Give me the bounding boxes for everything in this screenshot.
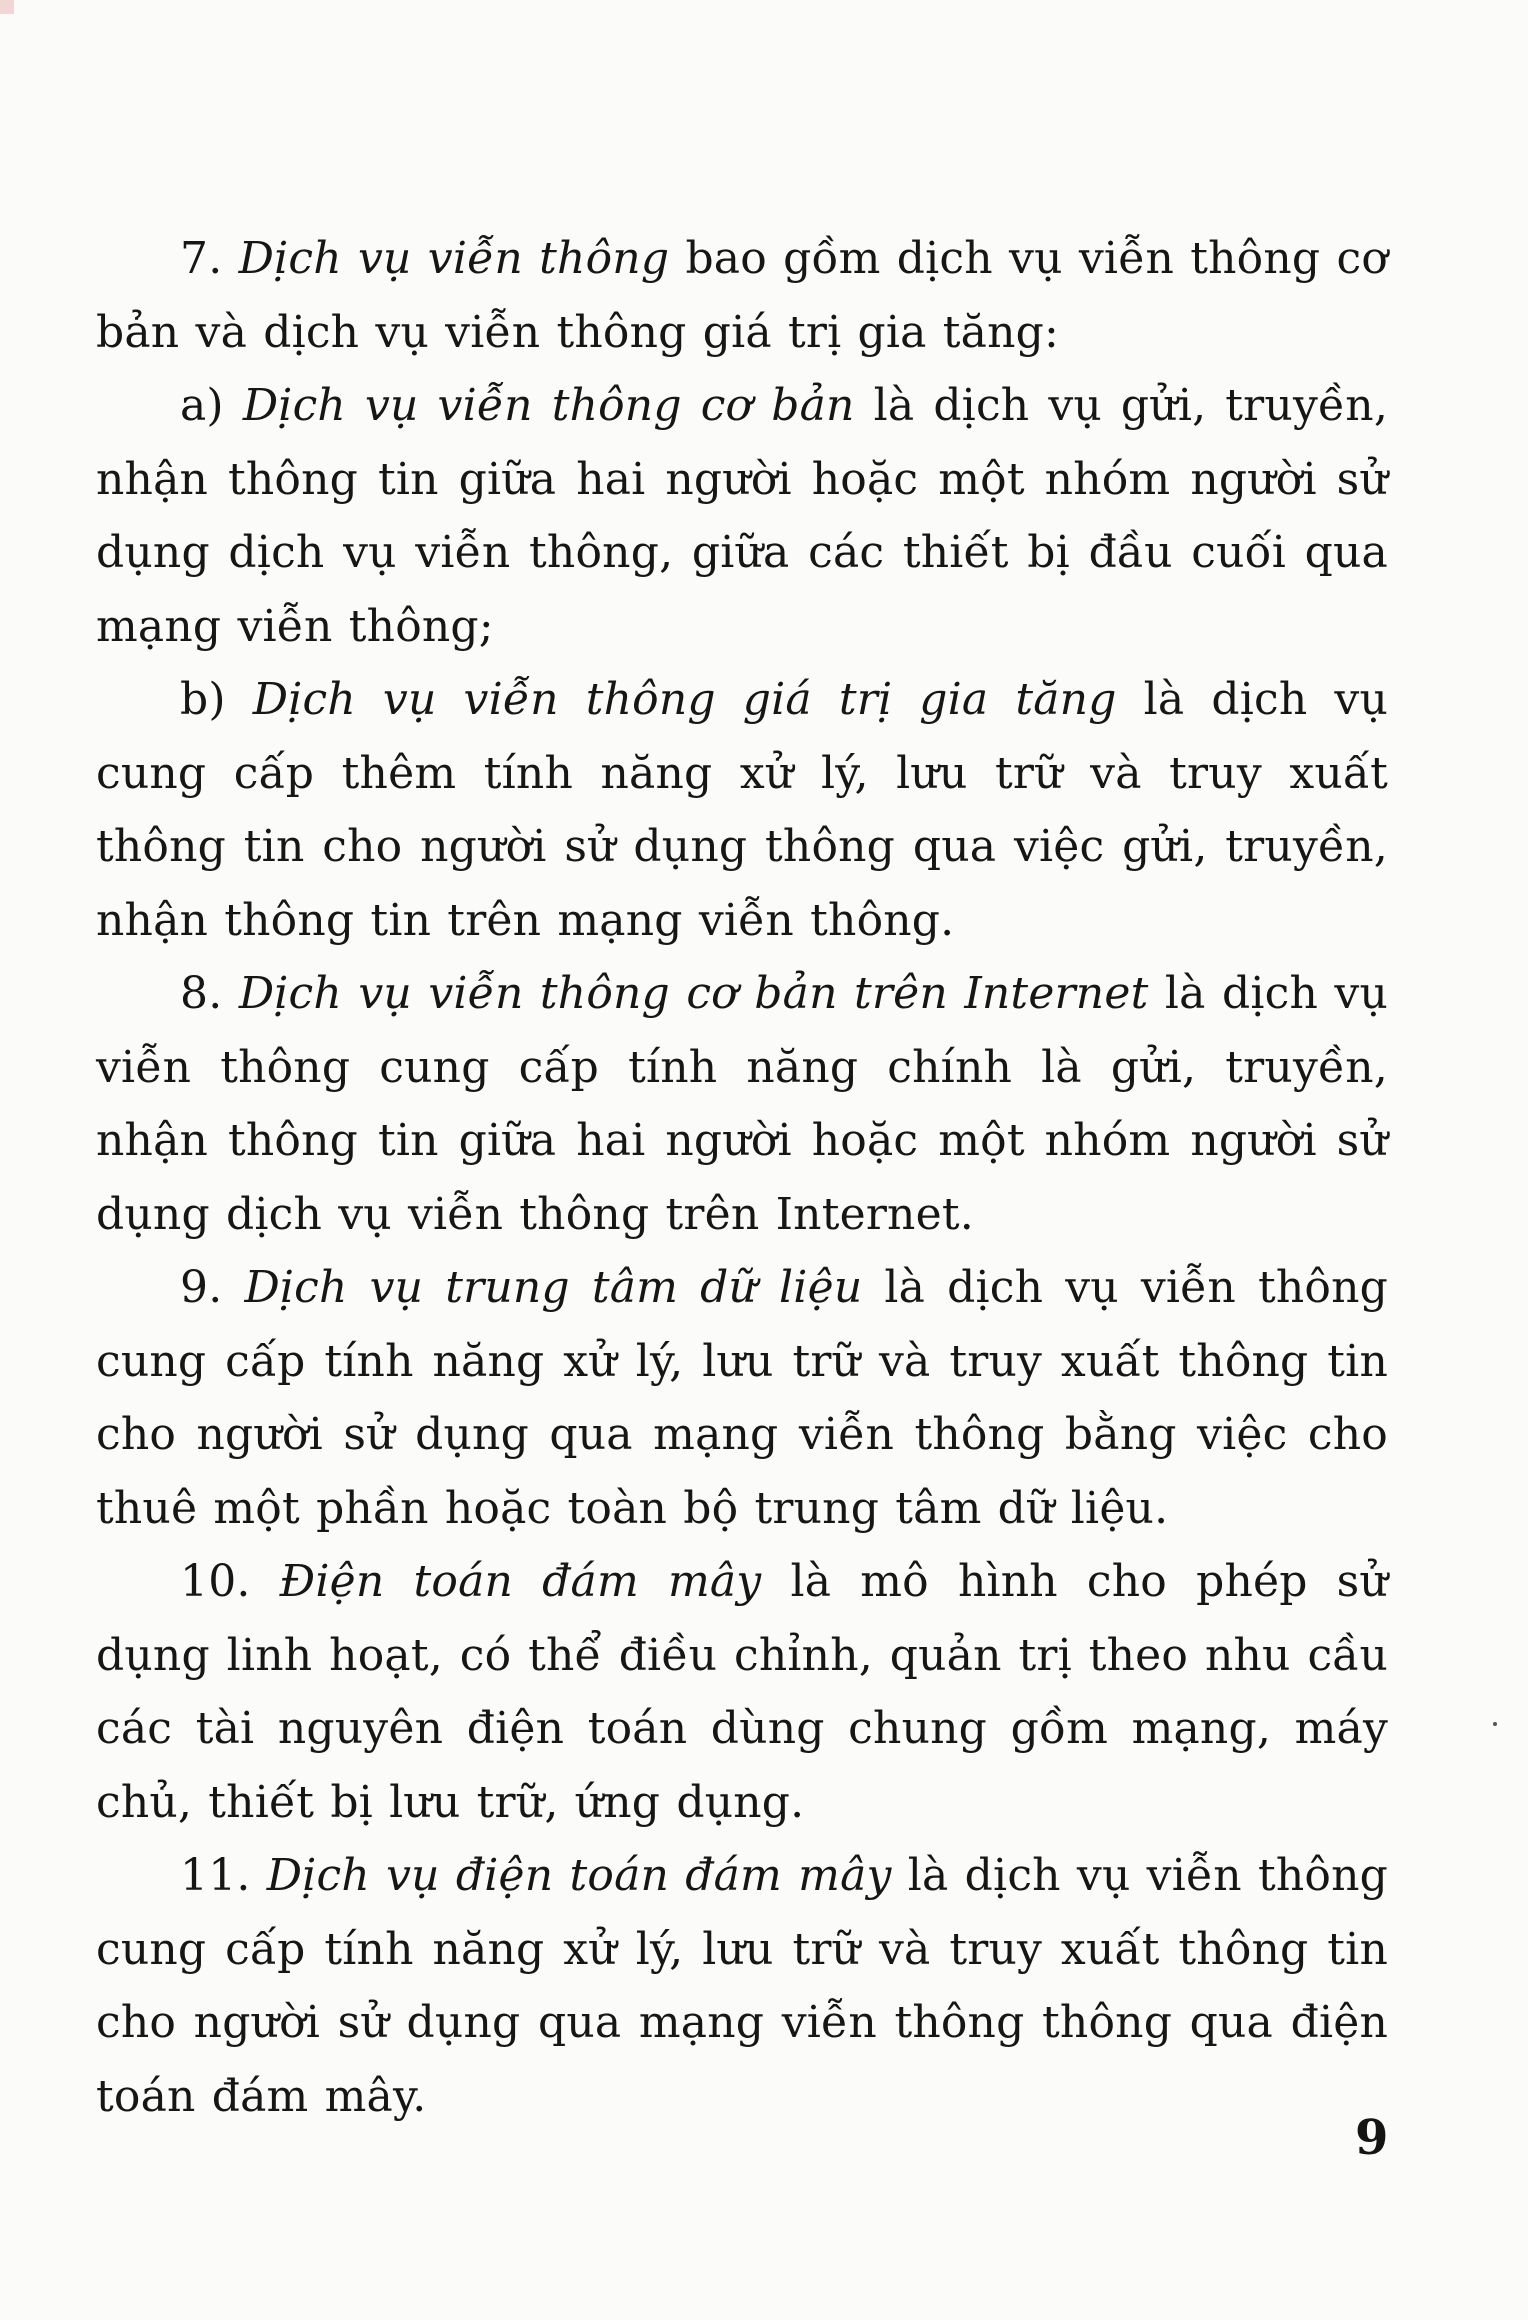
defined-term: Dịch vụ viễn thông cơ bản [242,380,855,431]
definition-text: là dịch vụ gửi, truyền, nhận thông tin giữa hai người hoặc một nhóm người sử dụng dịch vụ viễn thông, giữa các thiết bị đầu cuối qua mạng viễn thông; [96,380,1389,652]
item-number: 9. [180,1262,223,1313]
item-number: a) [180,380,224,431]
definition-7b [96,663,1388,957]
defined-term: Dịch vụ trung tâm dữ liệu [244,1262,863,1313]
definition-10 [96,1545,1388,1839]
definition-text: bao gồm dịch vụ viễn thông cơ bản và dịch vụ viễn thông giá trị gia tăng: [96,233,1389,358]
scan-corner-mark [0,0,14,14]
item-number: 8. [180,968,223,1019]
definition-9 [96,1251,1388,1545]
defined-term: Điện toán đám mây [279,1556,762,1607]
scan-speck [1493,1722,1497,1726]
definition-text: là dịch vụ viễn thông cung cấp tính năng xử lý, lưu trữ và truy xuất thông tin cho người sử dụng qua mạng viễn thông thông qua điện toán đám mây. [96,1850,1389,2122]
definition-text: là dịch vụ cung cấp thêm tính năng xử lý, lưu trữ và truy xuất thông tin cho người sử dụng thông qua việc gửi, truyền, nhận thông tin trên mạng viễn thông. [96,674,1388,946]
definition-text: là dịch vụ viễn thông cung cấp tính năng xử lý, lưu trữ và truy xuất thông tin cho người sử dụng qua mạng viễn thông bằng việc cho thuê một phần hoặc toàn bộ trung tâm dữ liệu. [96,1262,1389,1534]
item-number: 11. [180,1850,251,1901]
page-body [96,222,1388,2133]
definition-11 [96,1839,1388,2133]
definition-7a [96,369,1388,663]
definition-8 [96,957,1388,1251]
page-number: 9 [1355,2110,1389,2166]
item-number: 10. [180,1556,251,1607]
defined-term: Dịch vụ điện toán đám mây [266,1850,892,1901]
defined-term: Dịch vụ viễn thông [238,233,670,284]
item-number: b) [180,674,226,725]
defined-term: Dịch vụ viễn thông giá trị gia tăng [252,674,1117,725]
defined-term: Dịch vụ viễn thông cơ bản trên Internet [238,968,1149,1019]
definition-7 [96,222,1388,369]
item-number: 7. [180,233,223,284]
definition-text: là mô hình cho phép sử dụng linh hoạt, có thể điều chỉnh, quản trị theo nhu cầu các tài nguyên điện toán dùng chung gồm mạng, máy chủ, thiết bị lưu trữ, ứng dụng. [96,1556,1389,1828]
definition-text: là dịch vụ viễn thông cung cấp tính năng chính là gửi, truyền, nhận thông tin giữa hai người hoặc một nhóm người sử dụng dịch vụ viễn thông trên Internet. [96,968,1389,1240]
